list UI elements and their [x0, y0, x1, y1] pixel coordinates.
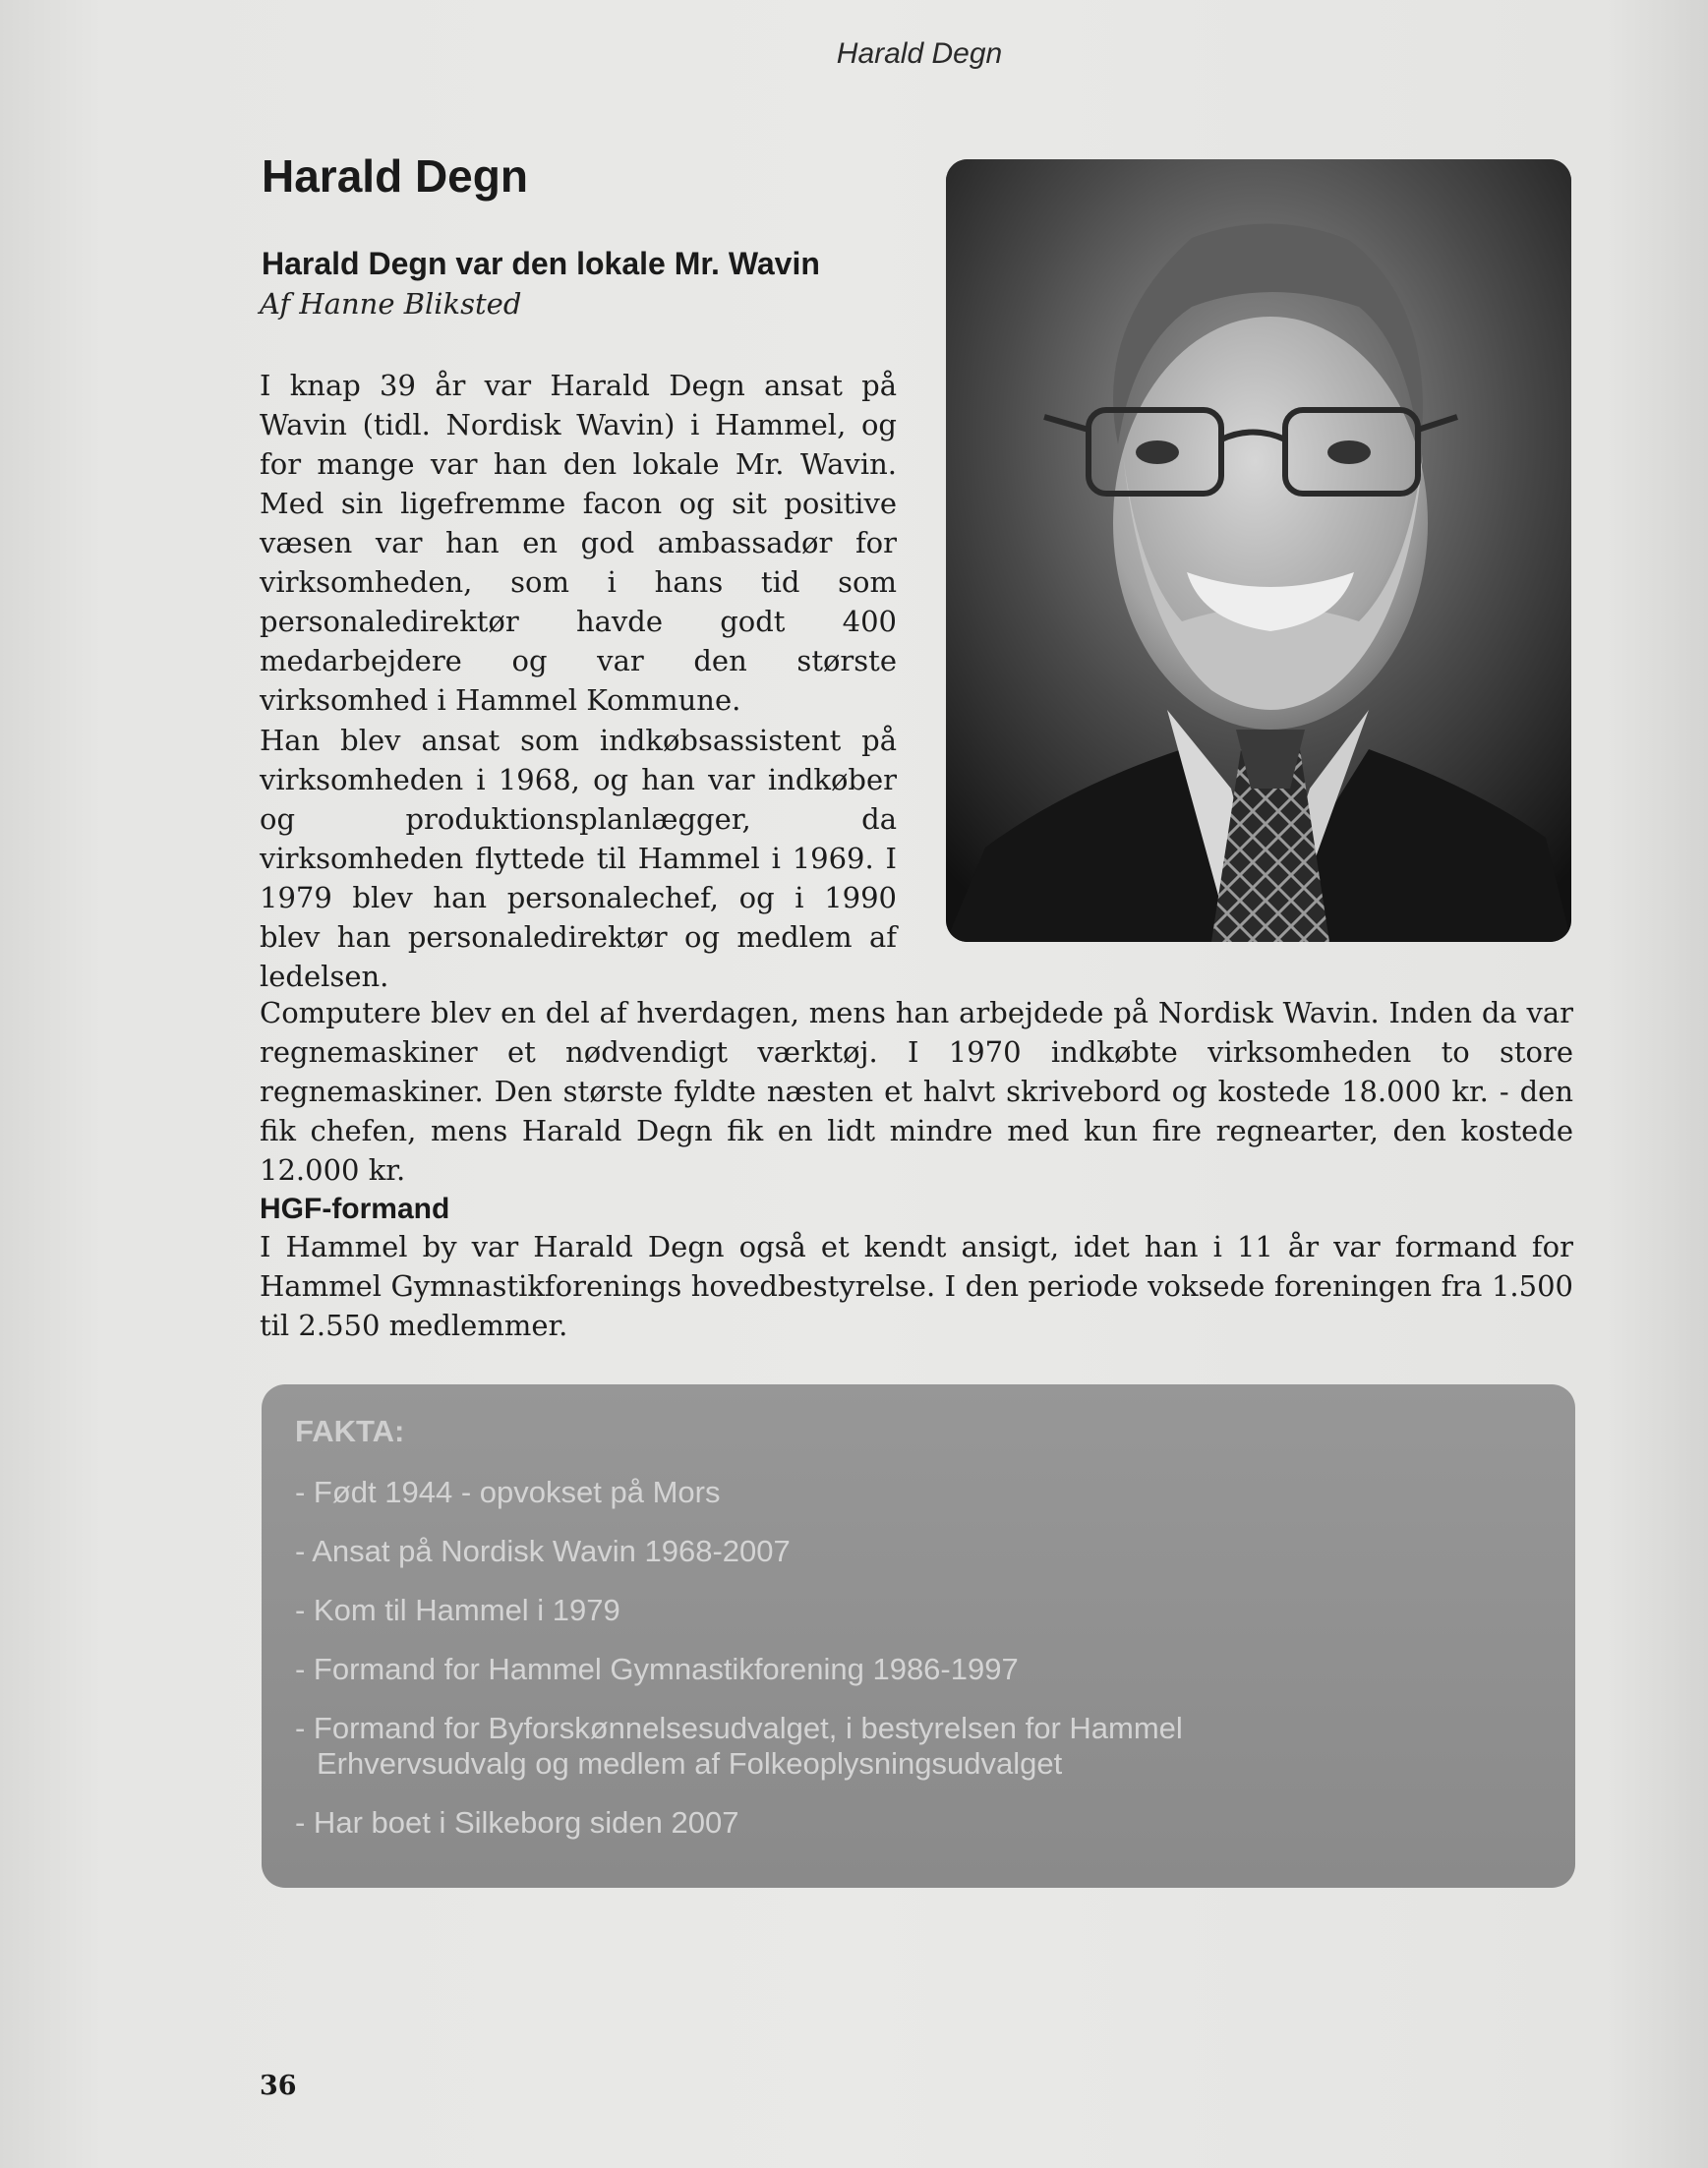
article-byline: Af Hanne Bliksted: [260, 287, 522, 321]
article-subtitle: Harald Degn var den lokale Mr. Wavin: [262, 246, 820, 281]
page-number: 36: [260, 2071, 297, 2101]
body-paragraph: Han blev ansat som indkøbsassistent på virksomheden i 1968, og han var indkøber og produktionsplanlægger, da virksomheden flyttede til Hammel i 1969. I 1979 blev han personalechef, og i 1990 blev han personaledirektør og medlem af ledelsen.: [260, 724, 897, 993]
fakta-item: - Har boet i Silkeborg siden 2007: [295, 1805, 739, 1840]
section-heading: HGF-formand: [260, 1193, 450, 1225]
fakta-item: - Kom til Hammel i 1979: [295, 1593, 620, 1627]
fakta-list: [295, 1475, 1339, 1864]
body-paragraph: I Hammel by var Harald Degn også et kendt ansigt, idet han i 11 år var formand for Hammel Gymnastikforenings hovedbestyrelse. I den periode voksede foreningen fra 1.500 til 2.550 medlemmer.: [260, 1230, 1573, 1342]
body-paragraph: I knap 39 år var Harald Degn ansat på Wavin (tidl. Nordisk Wavin) i Hammel, og for mange var han den lokale Mr. Wavin. Med sin ligefremme facon og sit positive væsen var han en god ambassadør for virksomheden, som i hans tid som personaledirektør havde godt 400 medarbejdere og var den største virksomhed i Hammel Kommune.: [260, 369, 897, 717]
fakta-item: - Ansat på Nordisk Wavin 1968-2007: [295, 1534, 791, 1568]
fakta-title: FAKTA:: [295, 1414, 405, 1448]
fakta-item: - Formand for Hammel Gymnastikforening 1986-1997: [295, 1652, 1019, 1686]
fakta-item: - Født 1944 - opvokset på Mors: [295, 1475, 721, 1509]
portrait-photo: [946, 159, 1571, 942]
fakta-item: - Formand for Byforskønnelsesudvalget, i bestyrelsen for Hammel Erhvervsudvalg og medlem af Folkeoplysningsudvalget: [295, 1711, 1183, 1781]
running-head: Harald Degn: [836, 37, 1003, 70]
article-title: Harald Degn: [262, 150, 528, 202]
body-paragraph: Computere blev en del af hverdagen, mens han arbejdede på Nordisk Wavin. Inden da var regnemaskiner et nødvendigt værktøj. I 1970 indkøbte virksomheden to store regnemaskiner. Den største fyldte næsten et halvt skrivebord og kostede 18.000 kr. - den fik chefen, mens Harald Degn fik en lidt mindre med kun fire regnearter, den kostede 12.000 kr.: [260, 996, 1573, 1187]
fakta-box: [262, 1384, 1575, 1888]
